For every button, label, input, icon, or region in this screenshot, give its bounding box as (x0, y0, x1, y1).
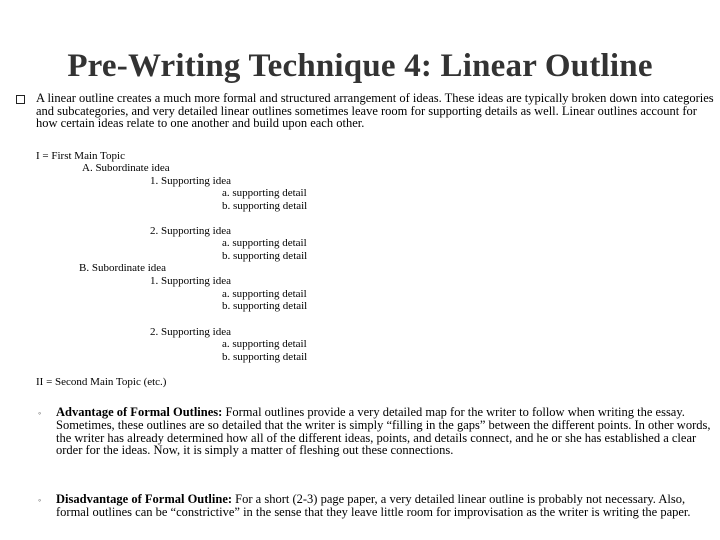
outline-supporting-detail: a. supporting detail (222, 187, 307, 199)
slide-title: Pre-Writing Technique 4: Linear Outline (67, 48, 653, 84)
advantage-paragraph (56, 406, 712, 457)
outline-main-topic-2: II = Second Main Topic (etc.) (36, 376, 167, 388)
disadvantage-text: For a short (2-3) page paper, a very detailed linear outline is probably not necessary. Also, formal outlines can be “constrictive” in the sense that they leave little room for improvisation as the writer is writing the paper. (56, 492, 691, 519)
advantage-heading: Advantage of Formal Outlines: (56, 405, 223, 419)
outline-supporting-detail: a. supporting detail (222, 288, 307, 300)
outline-main-topic-1: I = First Main Topic (36, 150, 125, 162)
outline-supporting-detail: a. supporting detail (222, 237, 307, 249)
circle-bullet-icon: ◦ (38, 495, 42, 505)
outline-subordinate-a: A. Subordinate idea (82, 162, 170, 174)
outline-supporting-idea: 2. Supporting idea (150, 326, 231, 338)
outline-supporting-detail: a. supporting detail (222, 338, 307, 350)
outline-supporting-detail: b. supporting detail (222, 200, 308, 212)
outline-supporting-detail: b. supporting detail (222, 351, 308, 363)
outline-subordinate-b: B. Subordinate idea (79, 262, 167, 274)
circle-bullet-icon: ◦ (38, 408, 42, 418)
outline-supporting-idea: 1. Supporting idea (150, 275, 231, 287)
square-bullet-icon (16, 95, 25, 104)
disadvantage-paragraph (56, 493, 712, 519)
advantage-text: Formal outlines provide a very detailed map for the writer to follow when writing the essay. Sometimes, these outlines are so detailed that the writer is simply “filling in the gaps” between the different points. In other words, the writer has already determined how all of the different ideas, points, and details connect, and he or she has established a clear order for the ideas. Now, it is simply a matter of fleshing out these connections. (56, 405, 711, 458)
outline-supporting-idea: 1. Supporting idea (150, 175, 231, 187)
outline-supporting-detail: b. supporting detail (222, 300, 308, 312)
outline-supporting-detail: b. supporting detail (222, 250, 308, 262)
intro-paragraph: A linear outline creates a much more formal and structured arrangement of ideas. These ideas are typically broken down into categories and subcategories, and very detailed linear outlines sometimes leave room for supporting details as well. Linear outlines account for how certain ideas relate to one another and build upon each other. (36, 91, 714, 130)
disadvantage-heading: Disadvantage of Formal Outline: (56, 492, 233, 506)
outline-supporting-idea: 2. Supporting idea (150, 225, 231, 237)
